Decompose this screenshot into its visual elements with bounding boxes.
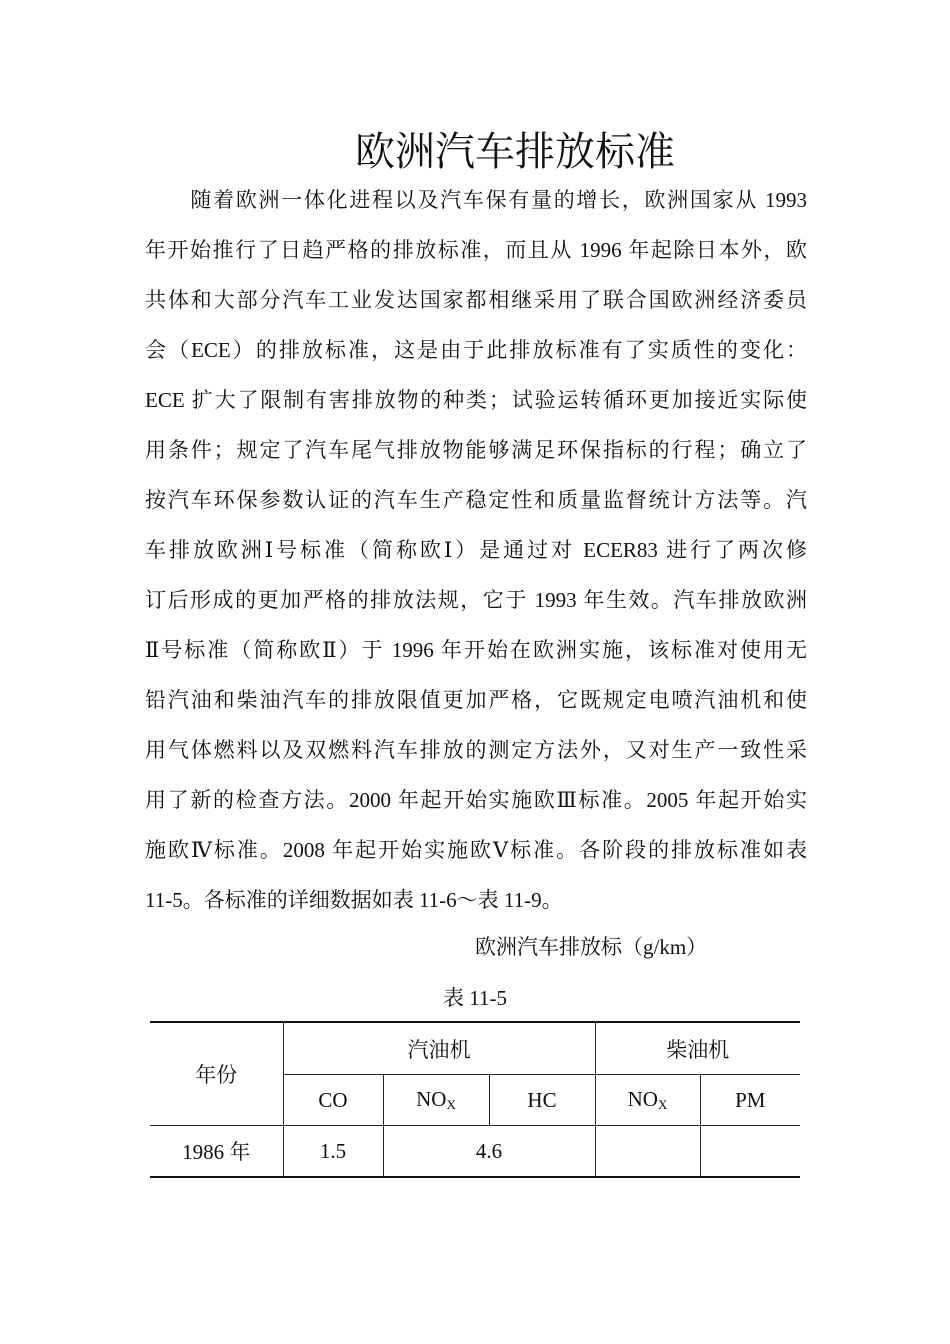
paragraph-line: 施欧Ⅳ标准。2008 年起开始实施欧Ⅴ标准。各阶段的排放标准如表	[145, 838, 807, 862]
paragraph-line: ECE 扩大了限制有害排放物的种类；试验运转循环更加接近实际使	[145, 388, 807, 412]
header-gasoline-group: 汽油机	[283, 1022, 595, 1075]
document-title: 欧洲汽车排放标准	[355, 129, 675, 174]
table-row	[150, 1126, 800, 1178]
cell-nox-hc: 4.6	[383, 1126, 595, 1178]
paragraph-line: 订后形成的更加严格的排放法规，它于 1993 年生效。汽车排放欧洲	[145, 588, 807, 612]
paragraph-line: 会（ECE）的排放标准，这是由于此排放标准有了实质性的变化：	[145, 338, 807, 362]
table-number-caption: 表 11-5	[443, 986, 507, 1010]
paragraph-line: 用气体燃料以及双燃料汽车排放的测定方法外，又对生产一致性采	[145, 738, 807, 762]
header-co: CO	[283, 1075, 383, 1126]
body-paragraph	[145, 175, 807, 925]
paragraph-line: 年开始推行了日趋严格的排放标准，而且从 1996 年起除日本外，欧	[145, 238, 807, 262]
paragraph-line: Ⅱ号标准（简称欧Ⅱ）于 1996 年开始在欧洲实施，该标准对使用无	[145, 638, 807, 662]
header-diesel-nox	[595, 1075, 700, 1126]
paragraph-line: 按汽车环保参数认证的汽车生产稳定性和质量监督统计方法等。汽	[145, 488, 807, 512]
diesel-nox-base: NO	[627, 1087, 658, 1111]
diesel-nox-subscript: X	[657, 1097, 668, 1112]
header-year: 年份	[150, 1022, 283, 1126]
nox-subscript: X	[446, 1097, 456, 1112]
table-unit-caption: 欧洲汽车排放标（g/km）	[475, 935, 708, 959]
cell-co: 1.5	[283, 1126, 383, 1178]
table-header-row	[150, 1022, 800, 1075]
nox-base: NO	[416, 1087, 447, 1111]
header-nox	[383, 1075, 489, 1126]
cell-year: 1986 年	[150, 1126, 283, 1178]
paragraph-line: 用了新的检查方法。2000 年起开始实施欧Ⅲ标准。2005 年起开始实	[145, 788, 807, 812]
emissions-table	[150, 1021, 800, 1178]
cell-pm	[700, 1126, 800, 1178]
paragraph-line: 11-5。各标准的详细数据如表 11-6～表 11-9。	[145, 888, 563, 912]
paragraph-line: 用条件；规定了汽车尾气排放物能够满足环保指标的行程；确立了	[145, 438, 807, 462]
header-pm: PM	[700, 1075, 800, 1126]
paragraph-line: 随着欧洲一体化进程以及汽车保有量的增长，欧洲国家从 1993	[145, 188, 807, 212]
paragraph-line: 共体和大部分汽车工业发达国家都相继采用了联合国欧洲经济委员	[145, 288, 807, 312]
paragraph-line: 车排放欧洲Ⅰ号标准（简称欧Ⅰ）是通过对 ECER83 进行了两次修	[145, 538, 807, 562]
paragraph-line: 铅汽油和柴油汽车的排放限值更加严格，它既规定电喷汽油机和使	[145, 688, 807, 712]
header-diesel-group: 柴油机	[595, 1022, 800, 1075]
header-hc: HC	[489, 1075, 595, 1126]
cell-diesel-nox	[595, 1126, 700, 1178]
